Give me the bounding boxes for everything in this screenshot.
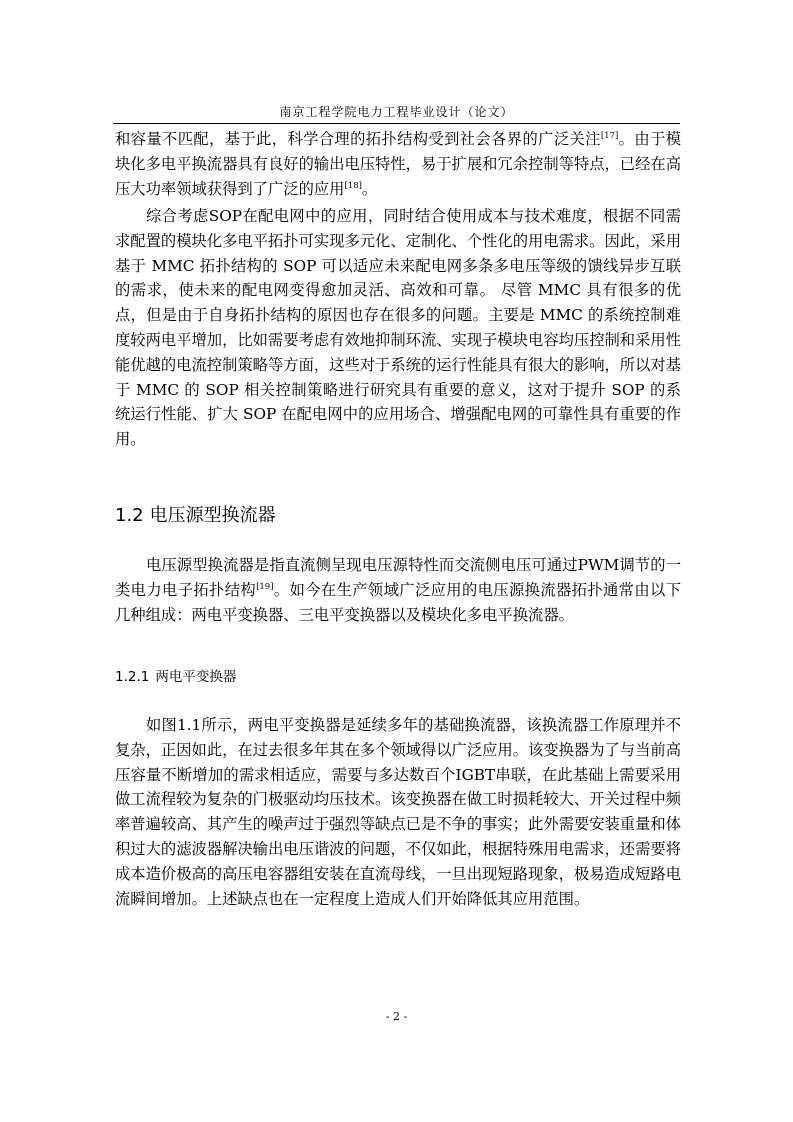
- section-title: 电压源型换流器: [149, 505, 276, 526]
- para1-text-3: 。: [361, 179, 378, 198]
- citation-17: [17]: [600, 131, 619, 141]
- paragraph-two-level-converter: 如图1.1所示，两电平变换器是延续多年的基础换流器，该换流器工作原理并不复杂，正因如此，在过去很多年其在多个领域得以广泛应用。该变换器为了与当前高压容量不断增加的需求相适应，需要与多达数百个IGBT串联，在此基础上需要采用做工流程较为复杂的门极驱动均压技术。该变换器在做工时损耗较大、开关过程中频率普遍较高、其产生的噪声过于强烈等缺点已是不争的事实；此外需要安装重量和体积过大的滤波器解决输出电压谐波的问题，不仅如此，根据特殊用电需求，还需要将成本造价极高的高压电容器组安装在直流母线，一旦出现短路现象，极易造成短路电流瞬间增加。上述缺点也在一定程度上造成人们开始降低其应用范围。: [115, 716, 681, 908]
- section-number: 1.2: [115, 505, 144, 526]
- subsection-heading: [115, 665, 236, 685]
- subsection-title: 两电平变换器: [155, 669, 237, 685]
- para3-text-2: 。如今在生产领域广泛应用的电压源换流器拓扑通常由以下几种组成：两电平变换器、三电平变换器以及模块化多电平换流器。: [115, 580, 681, 624]
- para1-text-1: 和容量不匹配，基于此，科学合理的拓扑结构受到社会各界的广泛关注: [115, 130, 601, 148]
- page-header: 南京工程学院电力工程毕业设计（论文）: [279, 105, 514, 119]
- para1-text-2: 。由于模块化多电平换流器具有良好的输出电压特性，易于扩展和冗余控制等特点，已经在高压大功率领域获得到了广泛的应用: [115, 130, 681, 198]
- paragraph-sop-mmc: 综合考虑SOP在配电网中的应用，同时结合使用成本与技术难度，根据不同需求配置的模块化多电平拓扑可实现多元化、定制化、个性化的用电需求。因此，采用基于 MMC 拓扑结构的 SOP 可以适应未来配电网多条多电压等级的馈线异步互联的需求，使未来的配电网变得愈加灵活、高效和可靠。 尽管 MMC 具有很多的优点，但是由于自身拓扑结构的原因也存在很多的问题。主要是 MMC 的系统控制难度较两电平增加，比如需要考虑有效地抑制环流、实现子模块电容均压控制和采用性能优越的电流控制策略等方面，这些对于系统的运行性能具有很大的影响，所以对基于 MMC 的 SOP 相关控制策略进行研究具有重要的意义，这对于提升 SOP 的系统运行性能、扩大 SOP 在配电网中的应用场合、增强配电网的可靠性具有重要的作用。: [115, 207, 681, 449]
- header-divider: [113, 123, 680, 124]
- subsection-number: 1.2.1: [115, 669, 150, 685]
- citation-18: [18]: [344, 180, 362, 191]
- para3-text-1: 电压源型换流器是指直流侧呈现电压源特性而交流侧电压可通过PWM调节的一类电力电子拓扑结构: [115, 556, 681, 599]
- paragraph-vsc-intro: [115, 553, 681, 627]
- citation-19: [19]: [256, 581, 274, 592]
- page-number: - 2 -: [385, 1010, 408, 1023]
- paragraph-continuation: [115, 127, 681, 201]
- section-heading: [115, 501, 276, 527]
